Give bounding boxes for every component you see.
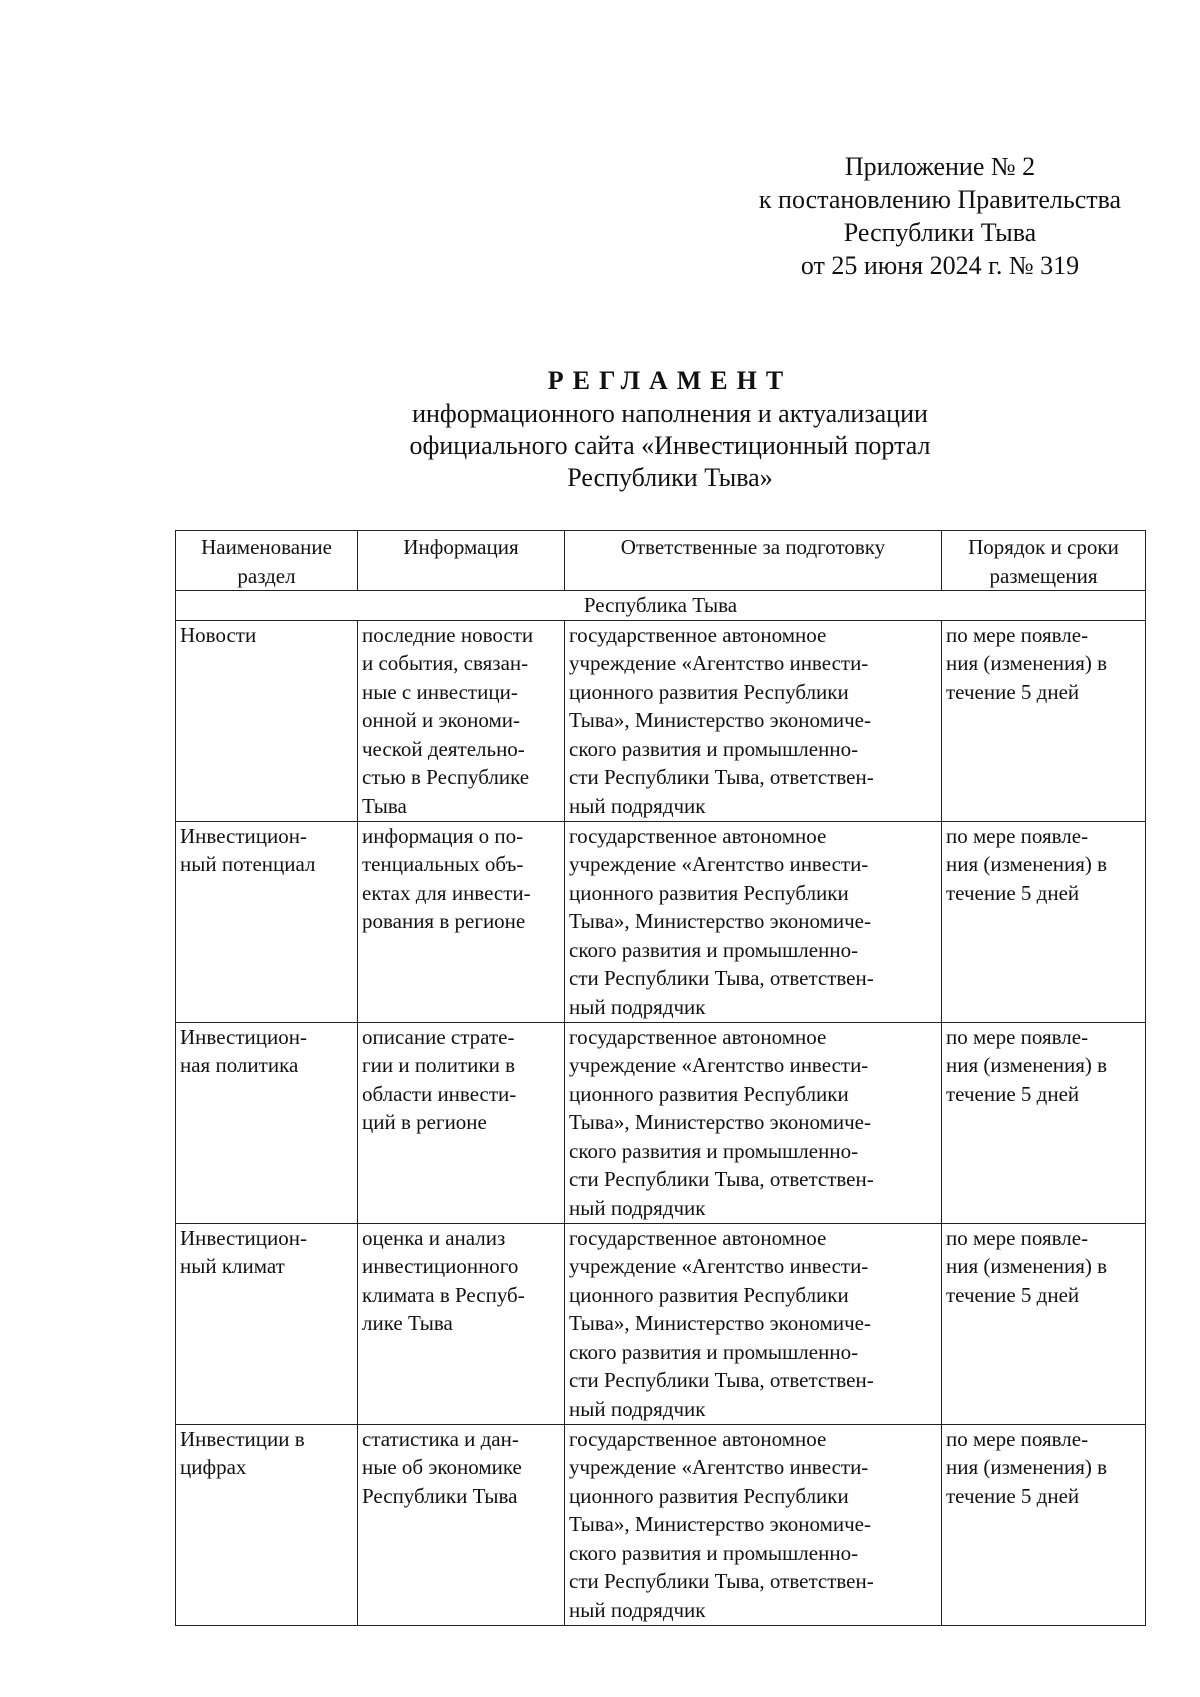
cell-responsible-line: ционного развития Республики <box>569 880 849 905</box>
annex-block <box>740 150 1140 282</box>
cell-responsible <box>565 1022 942 1223</box>
cell-responsible-line: ского развития и промышленно- <box>569 1339 859 1364</box>
cell-information-line: онной и экономи- <box>362 708 520 732</box>
cell-responsible <box>565 620 942 821</box>
section-row <box>176 591 1146 621</box>
annex-number: Приложение № 2 <box>844 152 1036 181</box>
cell-responsible-line: ный подрядчик <box>569 994 706 1019</box>
cell-terms-line: по мере появле- <box>946 1024 1089 1049</box>
table-body <box>176 591 1146 1626</box>
cell-information-line: ные с инвестици- <box>362 679 518 704</box>
cell-terms <box>942 1424 1146 1625</box>
title-line-2: официального сайта «Инвестиционный портал <box>409 431 931 460</box>
cell-responsible-line: сти Республики Тыва, ответствен- <box>569 966 874 990</box>
header-information <box>358 531 565 591</box>
header-terms <box>942 531 1146 591</box>
cell-responsible-line: государственное автономное <box>569 1426 827 1451</box>
table-row <box>176 1424 1146 1625</box>
regulation-table <box>175 530 1146 1626</box>
header-section-name <box>176 531 358 591</box>
title-line-1: информационного наполнения и актуализации <box>412 399 928 428</box>
cell-terms-line: ния (изменения) в <box>946 1053 1108 1077</box>
cell-information <box>358 1223 565 1424</box>
cell-responsible-line: ный подрядчик <box>569 1597 706 1622</box>
header-line: раздел <box>237 563 296 588</box>
cell-section-name-line: Инвестицион- <box>180 1225 307 1250</box>
cell-terms-line: ния (изменения) в <box>946 1455 1108 1479</box>
cell-section-name-line: Инвестицион- <box>180 1024 307 1049</box>
cell-terms-line: ния (изменения) в <box>946 651 1108 675</box>
table-row <box>176 821 1146 1022</box>
cell-information-line: тенциальных объ- <box>362 852 524 876</box>
table-row <box>176 1022 1146 1223</box>
cell-responsible-line: ского развития и промышленно- <box>569 1138 859 1163</box>
cell-responsible-line: государственное автономное <box>569 1225 827 1250</box>
cell-information-line: и события, связан- <box>362 651 529 675</box>
cell-responsible-line: учреждение «Агентство инвести- <box>569 1455 869 1479</box>
table-header-row <box>176 531 1146 591</box>
cell-section-name-line: ная политика <box>180 1053 299 1077</box>
cell-information-line: последние новости <box>362 622 534 647</box>
cell-responsible-line: Тыва», Министерство экономиче- <box>569 1110 871 1134</box>
cell-information-line: ектах для инвести- <box>362 880 531 905</box>
cell-responsible-line: Тыва», Министерство экономиче- <box>569 1311 871 1335</box>
cell-section-name <box>176 1424 358 1625</box>
document-title <box>300 364 1040 494</box>
cell-information <box>358 821 565 1022</box>
cell-responsible-line: учреждение «Агентство инвести- <box>569 1254 869 1278</box>
cell-information <box>358 620 565 821</box>
cell-information-line: описание страте- <box>362 1024 515 1049</box>
cell-section-name-line: Инвестицион- <box>180 823 307 848</box>
cell-terms-line: по мере появле- <box>946 1426 1089 1451</box>
header-line: размещения <box>989 563 1098 588</box>
table-row <box>176 1223 1146 1424</box>
cell-responsible-line: учреждение «Агентство инвести- <box>569 1053 869 1077</box>
cell-responsible-line: Тыва», Министерство экономиче- <box>569 909 871 933</box>
cell-responsible <box>565 1424 942 1625</box>
cell-information-line: оценка и анализ <box>362 1225 506 1250</box>
cell-responsible <box>565 821 942 1022</box>
cell-information-line: гии и политики в <box>362 1053 516 1077</box>
cell-responsible-line: ционного развития Республики <box>569 679 849 704</box>
cell-information-line: ческой деятельно- <box>362 736 525 761</box>
cell-information-line: рования в регионе <box>362 909 526 933</box>
cell-responsible-line: ный подрядчик <box>569 1195 706 1220</box>
cell-terms-line: течение 5 дней <box>946 1282 1080 1307</box>
cell-information <box>358 1424 565 1625</box>
annex-date: от 25 июня 2024 г. № 319 <box>800 251 1080 280</box>
cell-information-line: лике Тыва <box>362 1311 453 1335</box>
header-responsible <box>565 531 942 591</box>
cell-terms-line: по мере появле- <box>946 1225 1089 1250</box>
annex-republic: Республики Тыва <box>843 218 1037 247</box>
title-heading: РЕГЛАМЕНТ <box>547 366 793 395</box>
cell-terms <box>942 1223 1146 1424</box>
cell-responsible-line: государственное автономное <box>569 622 827 647</box>
cell-responsible-line: Тыва», Министерство экономиче- <box>569 708 871 732</box>
cell-terms <box>942 1022 1146 1223</box>
cell-information-line: климата в Респуб- <box>362 1282 525 1307</box>
cell-information-line: статистика и дан- <box>362 1426 519 1451</box>
cell-responsible-line: ского развития и промышленно- <box>569 736 859 761</box>
cell-section-name-line: Инвестиции в <box>180 1426 305 1451</box>
cell-section-name-line: цифрах <box>180 1455 247 1479</box>
cell-terms-line: течение 5 дней <box>946 1081 1080 1106</box>
cell-section-name <box>176 1022 358 1223</box>
cell-information-line: инвестиционного <box>362 1254 519 1278</box>
cell-responsible-line: ционного развития Республики <box>569 1483 849 1508</box>
cell-responsible-line: государственное автономное <box>569 823 827 848</box>
cell-section-name-line: Новости <box>180 622 257 647</box>
header-line: Порядок и сроки <box>968 535 1119 559</box>
cell-information-line: Республики Тыва <box>362 1483 518 1508</box>
cell-responsible-line: учреждение «Агентство инвести- <box>569 651 869 675</box>
cell-information-line: области инвести- <box>362 1081 517 1106</box>
cell-responsible-line: учреждение «Агентство инвести- <box>569 852 869 876</box>
cell-information-line: Тыва <box>362 793 407 818</box>
cell-terms-line: течение 5 дней <box>946 880 1080 905</box>
cell-responsible-line: ского развития и промышленно- <box>569 937 859 962</box>
cell-responsible-line: сти Республики Тыва, ответствен- <box>569 1167 874 1191</box>
cell-responsible-line: сти Республики Тыва, ответствен- <box>569 765 874 789</box>
cell-information-line: ные об экономике <box>362 1455 522 1479</box>
title-line-3: Республики Тыва» <box>567 463 773 492</box>
cell-terms-line: ния (изменения) в <box>946 852 1108 876</box>
cell-terms-line: течение 5 дней <box>946 679 1080 704</box>
cell-responsible <box>565 1223 942 1424</box>
cell-information-line: стью в Республике <box>362 765 530 789</box>
section-label: Республика Тыва <box>176 591 1146 621</box>
cell-terms-line: ния (изменения) в <box>946 1254 1108 1278</box>
cell-section-name <box>176 620 358 821</box>
cell-responsible-line: сти Республики Тыва, ответствен- <box>569 1569 874 1593</box>
annex-decree-ref: к постановлению Правительства <box>758 185 1122 214</box>
cell-terms <box>942 620 1146 821</box>
cell-responsible-line: ный подрядчик <box>569 1396 706 1421</box>
cell-responsible-line: ционного развития Республики <box>569 1282 849 1307</box>
cell-information-line: ций в регионе <box>362 1110 487 1134</box>
cell-terms-line: по мере появле- <box>946 823 1089 848</box>
cell-responsible-line: государственное автономное <box>569 1024 827 1049</box>
cell-section-name <box>176 821 358 1022</box>
header-line: Наименование <box>201 535 332 559</box>
cell-responsible-line: ского развития и промышленно- <box>569 1540 859 1565</box>
cell-section-name <box>176 1223 358 1424</box>
header-line: Информация <box>403 535 519 559</box>
cell-terms-line: течение 5 дней <box>946 1483 1080 1508</box>
header-line: Ответственные за подготовку <box>620 535 886 559</box>
cell-responsible-line: Тыва», Министерство экономиче- <box>569 1512 871 1536</box>
cell-responsible-line: ный подрядчик <box>569 793 706 818</box>
cell-section-name-line: ный потенциал <box>180 852 316 876</box>
cell-terms-line: по мере появле- <box>946 622 1089 647</box>
cell-information-line: информация о по- <box>362 823 524 848</box>
cell-responsible-line: сти Республики Тыва, ответствен- <box>569 1368 874 1392</box>
cell-section-name-line: ный климат <box>180 1254 285 1278</box>
cell-information <box>358 1022 565 1223</box>
cell-responsible-line: ционного развития Республики <box>569 1081 849 1106</box>
table-row <box>176 620 1146 821</box>
cell-terms <box>942 821 1146 1022</box>
